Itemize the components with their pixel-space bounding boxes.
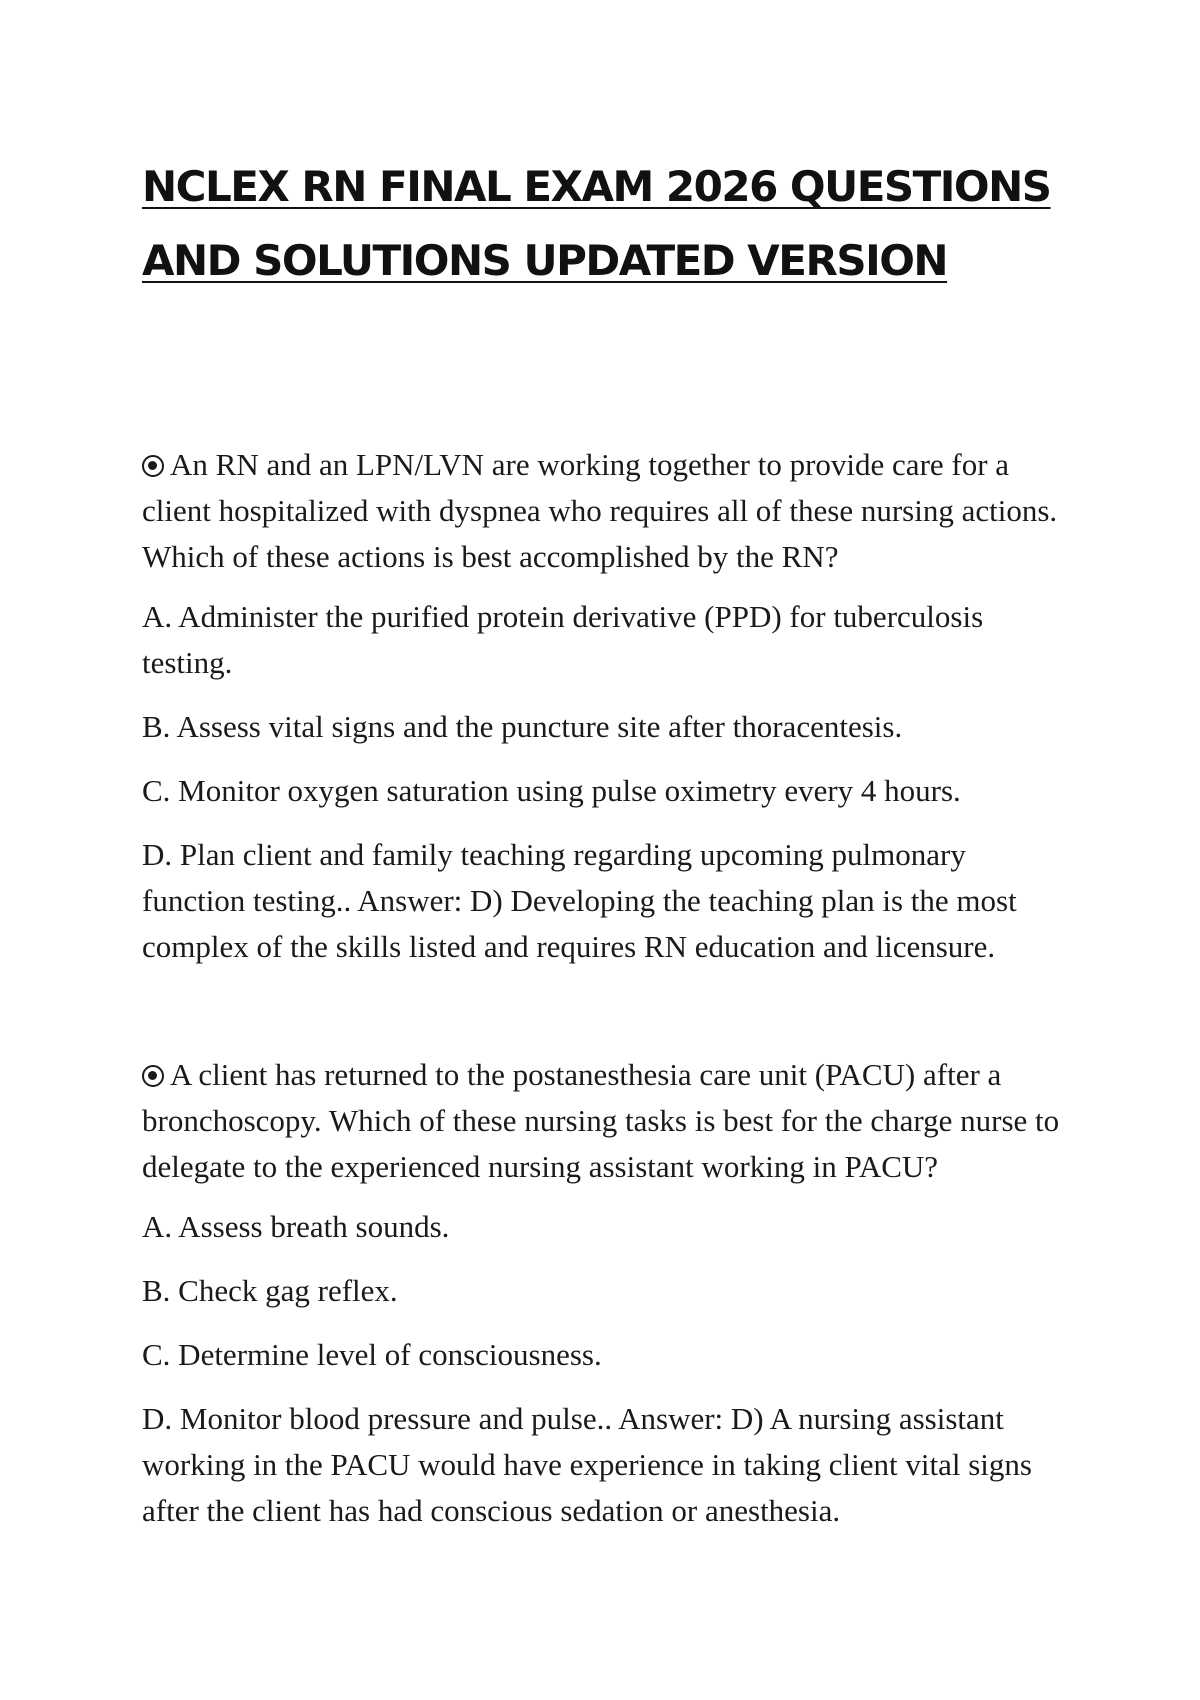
option-a: A. Administer the purified protein derivative (PPD) for tuberculosis testing. — [142, 599, 984, 680]
option-a: A. Assess breath sounds. — [142, 1209, 450, 1244]
option-d-answer: D. Plan client and family teaching regarding upcoming pulmonary function testing.. Answer: D) Developing the teaching plan is the most complex of the skills listed and requires RN education and licensure. — [142, 837, 1017, 964]
question-stem-text: An RN and an LPN/LVN are working together to provide care for a client hospitalized with dyspnea who requires all of these nursing actions. Which of these actions is best accomplished by the RN? — [142, 447, 1058, 574]
option-b: B. Assess vital signs and the puncture site after thoracentesis. — [142, 709, 903, 744]
option-c: C. Monitor oxygen saturation using pulse oximetry every 4 hours. — [142, 773, 961, 808]
question-1 — [142, 442, 1062, 988]
option-d-answer: D. Monitor blood pressure and pulse.. Answer: D) A nursing assistant working in the PACU would have experience in taking client vital signs after the client has had conscious sedation or anesthesia. — [142, 1401, 1032, 1528]
question-2 — [142, 1052, 1062, 1552]
question-stem — [142, 442, 1062, 580]
radio-bullet-icon — [142, 1065, 164, 1087]
option-b: B. Check gag reflex. — [142, 1273, 398, 1308]
radio-bullet-icon — [142, 455, 164, 477]
option-c: C. Determine level of consciousness. — [142, 1337, 602, 1372]
document-title: NCLEX RN FINAL EXAM 2026 QUESTIONS AND SOLUTIONS UPDATED VERSION — [142, 162, 1051, 285]
question-stem-text: A client has returned to the postanesthesia care unit (PACU) after a bronchoscopy. Which of these nursing tasks is best for the charge nurse to delegate to the experienced nursing assistant working in PACU? — [142, 1057, 1060, 1184]
question-stem — [142, 1052, 1062, 1190]
